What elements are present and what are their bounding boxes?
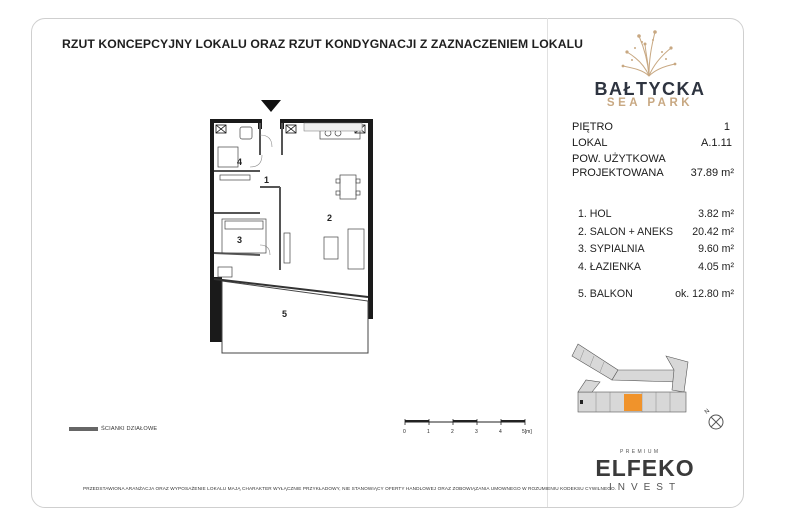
room-area: 9.60 m² [698, 243, 734, 255]
room-area: 4.05 m² [698, 260, 734, 273]
compass-icon [701, 402, 731, 432]
balcony-name: 5. BALKON [578, 288, 633, 300]
area-label-line1: POW. UŻYTKOWA [572, 153, 666, 165]
floor-label: PIĘTRO [572, 121, 613, 133]
building-key-plan [566, 342, 696, 427]
scale-tick: 3 [475, 429, 478, 435]
room-name: 3. SYPIALNIA [578, 243, 645, 255]
list-item [578, 226, 734, 244]
column-divider [547, 18, 548, 507]
brand-subname: SEA PARK [606, 97, 694, 109]
floor-value: 1 [723, 121, 730, 133]
scale-bar [400, 418, 540, 438]
list-item [578, 243, 734, 261]
sea-grass-logo-icon [615, 28, 683, 78]
scale-tick: 4 [499, 429, 502, 435]
area-label-line2: PROJEKTOWANA [572, 167, 664, 179]
room-3-label: 3 [237, 235, 243, 245]
room-name: 2. SALON + ANEKS [578, 225, 674, 238]
unit-value: A.1.11 [701, 137, 732, 149]
scale-tick: 2 [451, 429, 454, 435]
svg-text:N: N [703, 408, 712, 416]
room-5-label: 5 [282, 309, 288, 319]
room-area: 3.82 m² [698, 208, 734, 220]
page-title: RZUT KONCEPCYJNY LOKALU ORAZ RZUT KONDYGNACJI Z ZAZNACZENIEM LOKALU [62, 37, 584, 51]
room-list [578, 208, 734, 306]
scale-tick: 5[m] [522, 429, 532, 435]
list-item [578, 208, 734, 226]
floor-plan [200, 95, 380, 355]
developer-sub: INVEST [608, 482, 682, 493]
unit-label: LOKAL [572, 137, 608, 149]
brand-name: BAŁTYCKA [594, 79, 706, 99]
premium-label: PREMIUM [620, 449, 661, 455]
room-1-label: 1 [264, 175, 270, 185]
unit-highlight [624, 394, 642, 411]
developer-logo: ELFEKO [595, 455, 695, 481]
balcony-area: ok. 12.80 m² [675, 288, 734, 300]
scale-tick: 1 [427, 429, 430, 435]
room-2-label: 2 [327, 213, 333, 223]
area-value: 37.89 m² [690, 167, 734, 179]
list-item [578, 261, 734, 279]
entrance-arrow-icon [261, 100, 281, 112]
legend-text: ŚCIANKI DZIAŁOWE [101, 426, 158, 432]
room-4-label: 4 [237, 157, 243, 167]
room-name: 4. ŁAZIENKA [578, 260, 641, 273]
disclaimer: PRZEDSTAWIONA ARANŻACJA ORAZ WYPOSAŻENIE LOKALU MAJĄ CHARAKTER WYŁĄCZNIE PRZYKŁADOWY, NIE STANOWIĄCY OFERTY HANDLOWEJ ORAZ ZOBOWIĄZANIA UMOWNEGO W ROZUMIENIU KODEKSU CYWILNEGO. [83, 486, 617, 491]
list-item [578, 288, 734, 306]
room-name: 1. HOL [578, 208, 612, 220]
partition-wall-swatch [69, 427, 98, 431]
room-area: 20.42 m² [692, 225, 734, 238]
scale-tick: 0 [403, 429, 406, 435]
